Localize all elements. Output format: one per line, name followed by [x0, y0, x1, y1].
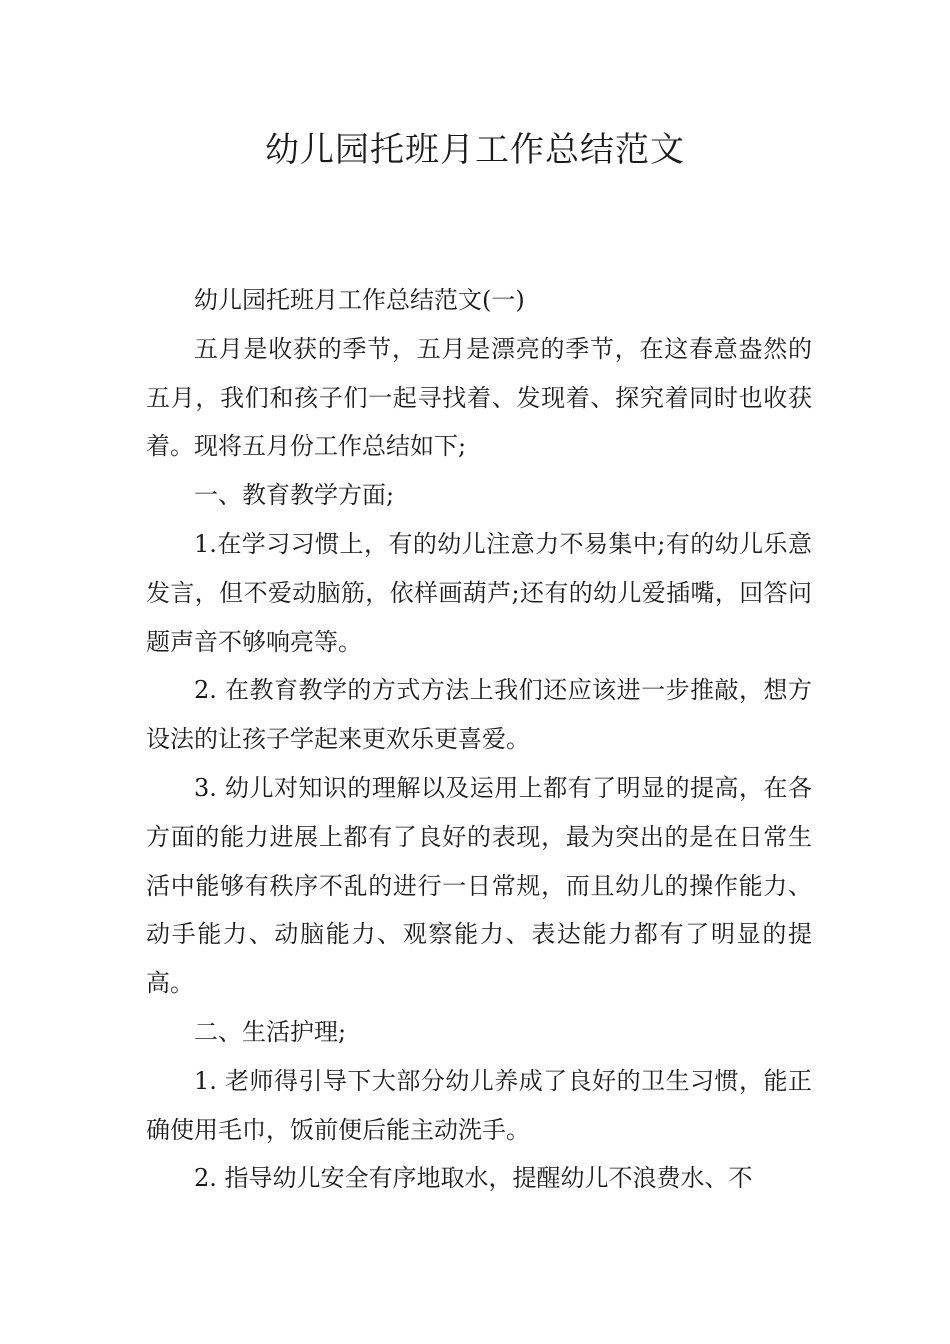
document-title: 幼儿园托班月工作总结范文 [265, 130, 685, 170]
section-heading-care: 二、生活护理; [194, 1017, 347, 1046]
paragraph-care-1: 1. 老师得引导下大部分幼儿养成了良好的卫生习惯，能正确使用毛巾，饭前便后能主动洗手。 [146, 1066, 812, 1144]
paragraph-care-2: 2. 指导幼儿安全有序地取水，提醒幼儿不浪费水、不 [194, 1164, 753, 1193]
section-heading-teaching: 一、教育教学方面; [194, 481, 395, 510]
paragraph-teaching-3: 3. 幼儿对知识的理解以及运用上都有了明显的提高，在各方面的能力进展上都有了良好的表现，最为突出的是在日常生活中能够有秩序不乱的进行一日常规，而且幼儿的操作能力、动手能力、动脑能力、观察能力、表达能力都有了明显的提高。 [146, 773, 812, 998]
paragraph-intro: 五月是收获的季节，五月是漂亮的季节，在这春意盎然的五月，我们和孩子们一起寻找着、发现着、探究着同时也收获着。现将五月份工作总结如下; [146, 334, 812, 461]
paragraph-teaching-1: 1.在学习习惯上，有的幼儿注意力不易集中;有的幼儿乐意发言，但不爱动脑筋，依样画葫芦;还有的幼儿爱插嘴，回答问题声音不够响亮等。 [146, 529, 812, 656]
document-body [146, 276, 812, 1203]
paragraph-teaching-2: 2. 在教育教学的方式方法上我们还应该进一步推敲，想方设法的让孩子学起来更欢乐更喜爱。 [146, 676, 812, 754]
paragraph-subtitle: 幼儿园托班月工作总结范文(一) [194, 286, 525, 314]
